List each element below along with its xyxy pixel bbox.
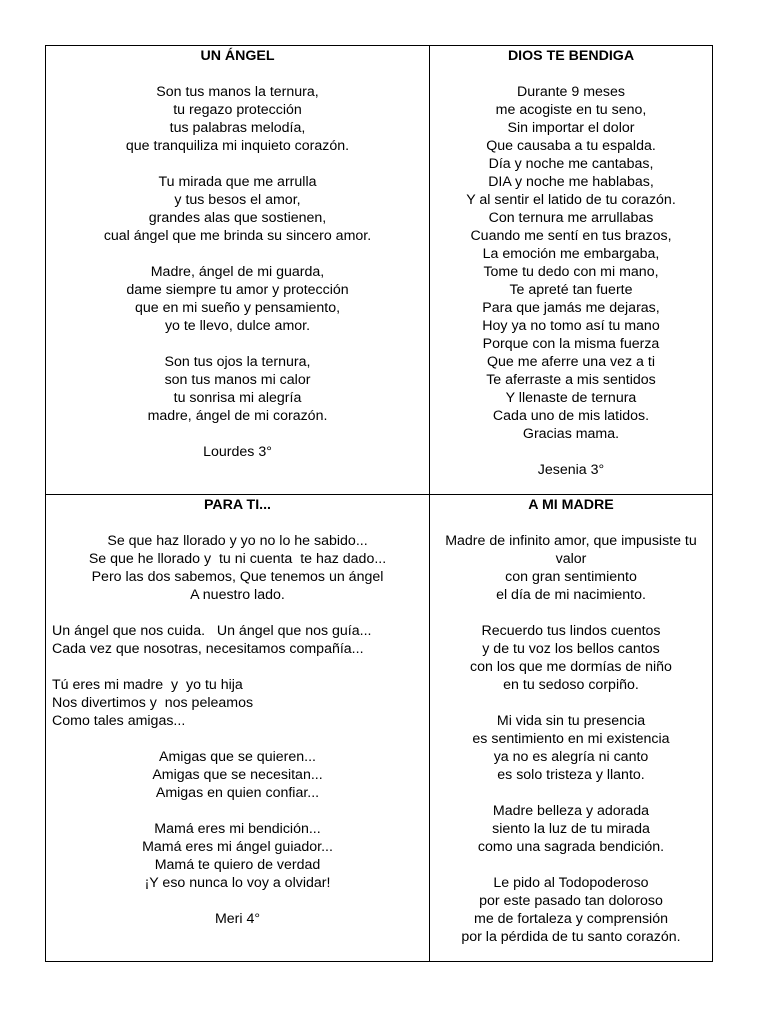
poem-line: Amigas que se quieren... — [159, 749, 316, 765]
poem-stanza — [50, 83, 425, 155]
poem-line: siento la luz de tu mirada — [492, 821, 650, 837]
poem-line: que en mi sueño y pensamiento, — [134, 300, 341, 316]
poem-line: Que me aferre una vez a ti — [487, 354, 655, 370]
poem-signature: Jesenia 3° — [537, 462, 605, 478]
poem-line: A nuestro lado. — [190, 587, 285, 603]
poem-line: Mamá te quiero de verdad — [154, 857, 321, 873]
poem-stanza — [436, 532, 706, 604]
poem-stanza — [50, 263, 425, 335]
poem-cell-un-angel — [46, 47, 429, 461]
poem-line: Amigas en quien confiar... — [155, 785, 320, 801]
poem-line: Se que he llorado y tu ni cuenta te haz dado... — [88, 551, 387, 567]
poem-line: Tu mirada que me arrulla — [158, 174, 317, 190]
poem-line: dame siempre tu amor y protección — [126, 282, 349, 298]
poem-line: que tranquiliza mi inquieto corazón. — [125, 138, 350, 154]
poem-line: Sin importar el dolor — [507, 120, 635, 136]
poem-line: Y llenaste de ternura — [505, 390, 637, 406]
poem-line: y tus besos el amor, — [174, 192, 301, 208]
poem-signature: Lourdes 3° — [203, 444, 272, 460]
poem-line: Gracias mama. — [522, 426, 620, 442]
poem-line: Un ángel que nos cuida. Un ángel que nos guía... — [52, 623, 372, 639]
poem-line: Tome tu dedo con mi mano, — [483, 264, 659, 280]
poem-stanza — [52, 532, 423, 604]
poem-line: Hoy ya no tomo así tu mano — [482, 318, 660, 334]
poem-line: Madre de infinito amor, que impusiste tu valor — [445, 533, 697, 567]
poem-line: y de tu voz los bellos cantos — [482, 641, 660, 657]
poem-line: Nos divertimos y nos peleamos — [52, 695, 254, 711]
poem-line: son tus manos mi calor — [164, 372, 311, 388]
poem-stanza — [436, 622, 706, 694]
poem-line: Pero las dos sabemos, Que tenemos un ángel — [91, 569, 384, 585]
row-divider — [46, 494, 712, 495]
poem-stanza — [52, 820, 423, 892]
poem-line: es sentimiento en mi existencia — [472, 731, 670, 747]
poem-line: madre, ángel de mi corazón. — [147, 408, 328, 424]
poem-line: Son tus ojos la ternura, — [164, 354, 311, 370]
poem-table — [45, 45, 713, 962]
poem-signature: Meri 4° — [214, 911, 261, 927]
poem-cell-dios-te-bendiga — [430, 47, 712, 479]
poem-line: Mamá eres mi ángel guiador... — [142, 839, 333, 855]
poem-line: Durante 9 meses — [516, 84, 626, 100]
poem-line: me de fortaleza y comprensión — [474, 911, 668, 927]
poem-line: Te apreté tan fuerte — [509, 282, 633, 298]
poem-stanza — [52, 748, 423, 802]
poem-line: tus palabras melodía, — [169, 120, 306, 136]
poem-line: Para que jamás me dejaras, — [482, 300, 660, 316]
poem-stanza — [436, 874, 706, 946]
poem-stanza — [436, 712, 706, 784]
poem-line: con los que me dormías de niño — [470, 659, 672, 675]
poem-stanza — [50, 353, 425, 425]
poem-cell-a-mi-madre — [430, 496, 712, 946]
poem-line: tu sonrisa mi alegría — [173, 390, 302, 406]
poem-line: Que causaba a tu espalda. — [486, 138, 656, 154]
poem-line: Cuando me sentí en tus brazos, — [470, 228, 672, 244]
poem-line: Y al sentir el latido de tu corazón. — [466, 192, 676, 208]
poem-line: Como tales amigas... — [52, 713, 186, 729]
poem-line: Mamá eres mi bendición... — [154, 821, 321, 837]
poem-line: Porque con la misma fuerza — [482, 336, 660, 352]
poem-title: PARA TI... — [204, 497, 271, 513]
poem-line: yo te llevo, dulce amor. — [164, 318, 311, 334]
poem-line: Recuerdo tus lindos cuentos — [481, 623, 661, 639]
poem-line: Te aferraste a mis sentidos — [486, 372, 656, 388]
poem-title: UN ÁNGEL — [200, 48, 275, 64]
poem-line: Cada vez que nosotras, necesitamos compañía... — [52, 641, 364, 657]
poem-stanza — [50, 173, 425, 245]
poem-line: grandes alas que sostienen, — [148, 210, 327, 226]
poem-line: Le pido al Todopoderoso — [493, 875, 649, 891]
poem-line: con gran sentimiento — [505, 569, 637, 585]
poem-line: el día de mi nacimiento. — [496, 587, 646, 603]
poem-line: La emoción me embargaba, — [482, 246, 660, 262]
poem-line: Amigas que se necesitan... — [152, 767, 323, 783]
poem-line: es solo tristeza y llanto. — [497, 767, 645, 783]
poem-line: en tu sedoso corpiño. — [503, 677, 639, 693]
poem-line: me acogiste en tu seno, — [495, 102, 647, 118]
poem-line: Madre, ángel de mi guarda, — [150, 264, 325, 280]
poem-line: DIA y noche me hablabas, — [488, 174, 654, 190]
poem-stanza — [52, 676, 423, 730]
poem-stanza — [52, 622, 423, 658]
poem-cell-para-ti — [46, 496, 429, 928]
poem-line: ya no es alegría ni canto — [493, 749, 649, 765]
poem-title: DIOS TE BENDIGA — [507, 48, 635, 64]
poem-line: Se que haz llorado y yo no lo he sabido... — [107, 533, 368, 549]
poem-line: Mi vida sin tu presencia — [496, 713, 646, 729]
poem-line: Tú eres mi madre y yo tu hija — [52, 677, 243, 693]
poem-line: cual ángel que me brinda su sincero amor. — [103, 228, 372, 244]
poem-stanza — [436, 802, 706, 856]
poem-line: como una sagrada bendición. — [477, 839, 665, 855]
poem-line: Son tus manos la ternura, — [156, 84, 319, 100]
poem-line: por la pérdida de tu santo corazón. — [461, 929, 681, 945]
poem-line: tu regazo protección — [173, 102, 302, 118]
poem-stanza — [432, 83, 710, 443]
poem-line: Día y noche me cantabas, — [488, 156, 654, 172]
poem-line: por este pasado tan doloroso — [479, 893, 663, 909]
poem-line: ¡Y eso nunca lo voy a olvidar! — [144, 875, 331, 891]
poem-line: Con ternura me arrullabas — [488, 210, 654, 226]
poem-line: Cada uno de mis latidos. — [492, 408, 650, 424]
poem-line: Madre belleza y adorada — [492, 803, 650, 819]
poem-title: A MI MADRE — [528, 497, 614, 513]
